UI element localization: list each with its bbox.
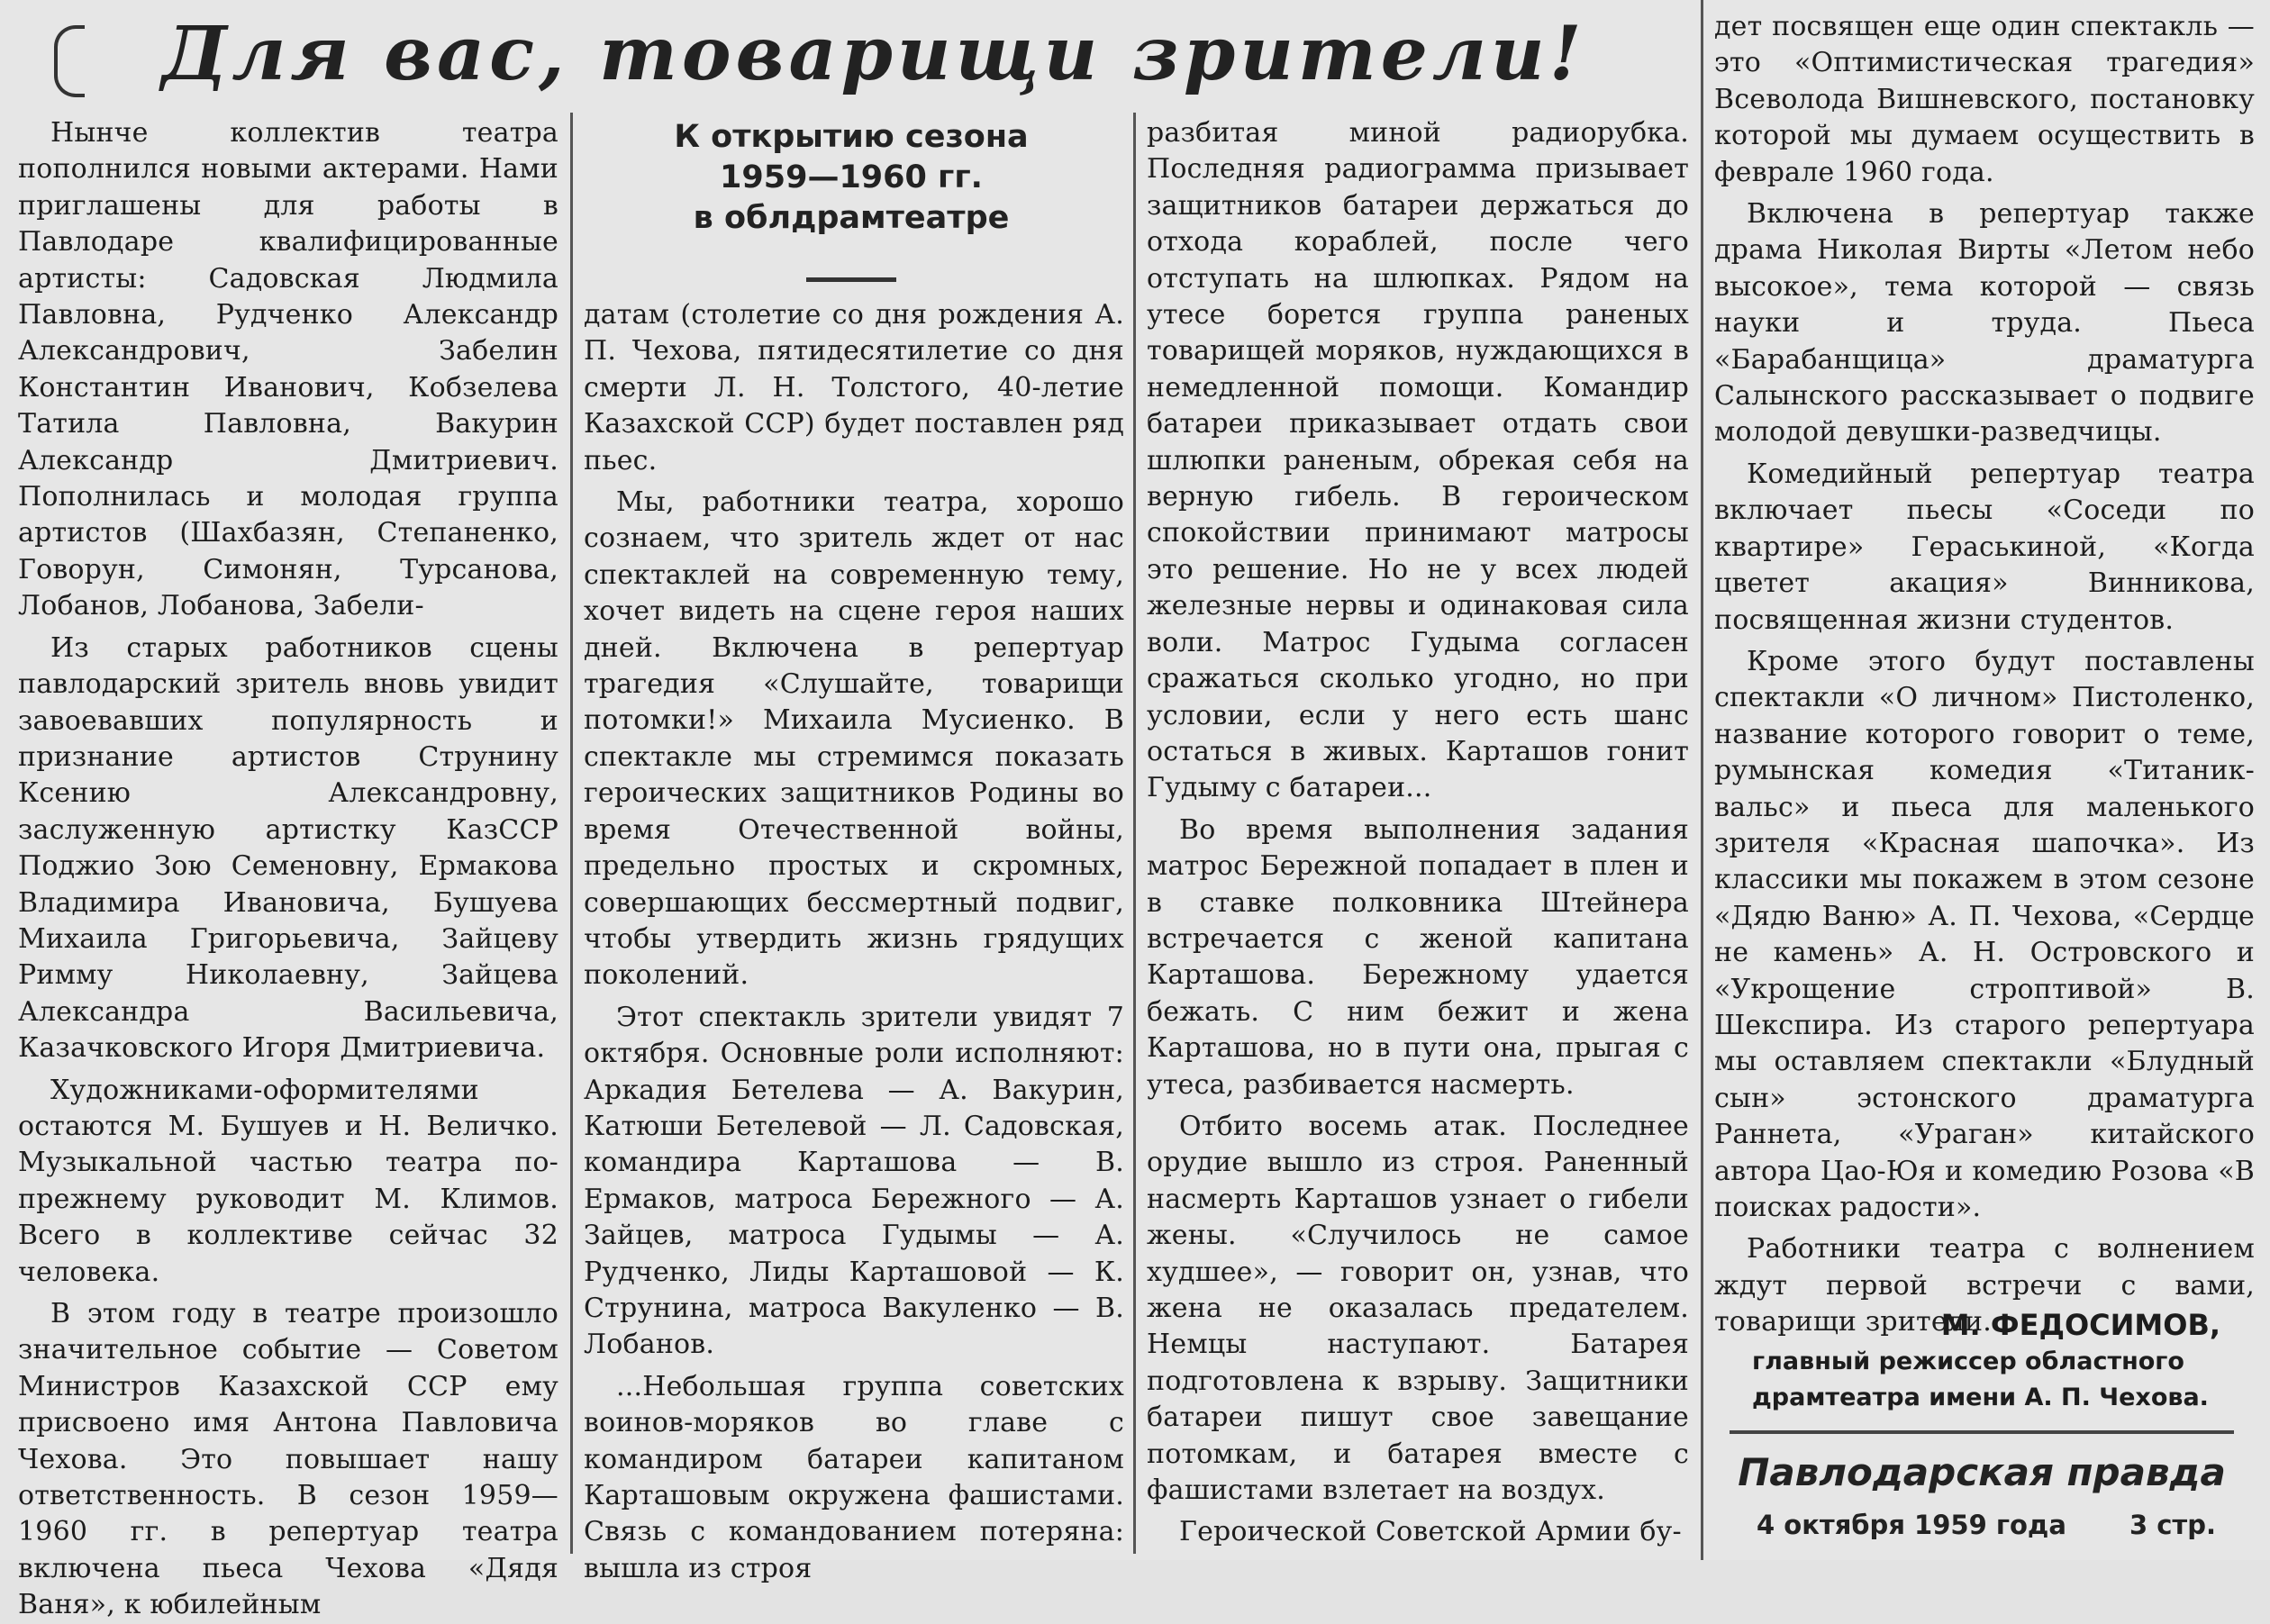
source-divider xyxy=(1730,1430,2234,1434)
paragraph: Нынче коллектив театра пополнился новыми актерами. Нами приглашены для работы в Павлодаре квалифицированные артисты: Садовская Людмила Павловна, Рудченко Александр Александрович, Забелин Константин Иванович, Кобзелева Татила Павловна, Вакурин Александр Дмитриевич. Пополнилась и молодая группа артистов (Шахбазян, Степаненко, Говорун, Симонян, Турсанова, Лобанов, Лобанова, Забели- xyxy=(18,117,558,622)
author-signature xyxy=(1716,1306,2220,1416)
paragraph: Работники театра с волнением ждут первой встречи с вами, товарищи зрители. xyxy=(1714,1233,2255,1338)
newspaper-title: Павлодарская правда xyxy=(1738,1450,2226,1494)
author-name: М. ФЕДОСИМОВ, xyxy=(1940,1308,2220,1342)
paragraph: Отбито восемь атак. Последнее орудие вышло из строя. Раненный насмерть Карташов узнает о гибели жены. «Случилось не самое худшее», — говорит он, узнав, что жена не оказалась предателем. Немцы наступают. Батарея подготовлена к взрыву. Защитники батареи пишут свое завещание потомкам, и батарея вместе с фашистами взлетает на воздух. xyxy=(1147,1110,1689,1507)
paragraph: датам (столетие со дня рождения А. П. Чехова, пятидесятилетие со дня смерти Л. Н. Толстого, 40-летие Казахской ССР) будет поставлен ряд пьес. xyxy=(584,299,1124,476)
column-divider xyxy=(570,113,573,1554)
page-number: 3 стр. xyxy=(2129,1510,2216,1540)
column-divider xyxy=(1133,113,1136,1554)
paragraph: ...Небольшая группа советских воинов-моряков во главе с командиром батареи капитаном Карташовым окружена фашистами. Связь с командованием потеряна: вышла из строя xyxy=(584,1370,1124,1584)
paragraph: разбитая миной радиорубка. Последняя радиограмма призывает защитников батареи держаться до отхода кораблей, после чего отступать на шлюпках. Рядом на утесе борется группа раненых товарищей моряков, нуждающихся в немедленной помощи. Командир батареи приказывает отдать свои шлюпки раненым, обрекая себя на верную гибель. В героическом спокойствии принимают матросы это решение. Но не у всех людей железные нервы и одинаковая сила воли. Матрос Гудыма согласен сражаться сколько угодно, но при условии, если у него есть шанс остаться в живых. Карташов гонит Гудыму с батареи... xyxy=(1147,117,1689,804)
author-role: главный режиссер областного xyxy=(1752,1347,2184,1375)
subheading-line: 1959—1960 гг. xyxy=(720,159,983,195)
issue-date: 4 октября 1959 года xyxy=(1757,1510,2066,1540)
paragraph: Комедийный репертуар театра включает пьесы «Соседи по квартире» Гераськиной, «Когда цветет акация» Винникова, посвященная жизни студентов. xyxy=(1714,458,2255,636)
author-theatre: драмтеатра имени А. П. Чехова. xyxy=(1752,1384,2209,1411)
paragraph: Из старых работников сцены павлодарский зритель вновь увидит завоевавших популярность и признание артистов Струнину Ксению Александровну, заслуженную артистку КазССР Поджио Зою Семеновну, Ермакова Владимира Ивановича, Бушуева Михаила Григорьевича, Зайцеву Римму Николаевну, Зайцева Александра Васильевича, Казачковского Игоря Дмитриевича. xyxy=(18,631,558,1065)
subheading-divider xyxy=(806,277,896,282)
article-column-3 xyxy=(1147,115,1689,1556)
article-subheading xyxy=(577,117,1126,239)
paragraph: Мы, работники театра, хорошо сознаем, что зритель ждет от нас спектаклей на современную тему, хочет видеть на сцене героя наших дней. Включена в репертуар трагедия «Слушайте, товарищи потомки!» Михаила Мусиенко. В спектакле мы стремимся показать героических защитников Родины во время Отечественной войны, предельно простых и скромных, совершающих бессмертный подвиг, чтобы утвердить жизнь грядущих поколений. xyxy=(584,486,1124,992)
paragraph: Кроме этого будут поставлены спектакли «О личном» Пистоленко, название которого говорит о теме, румынская комедия «Титаник-вальс» и пьеса для маленького зрителя «Красная шапочка». Из классики мы покажем в этом сезоне «Дядю Ваню» А. П. Чехова, «Сердце не камень» А. Н. Островского и «Укрощение строптивой» В. Шекспира. Из старого репертуара мы оставляем спектакли «Блудный сын» эстонского драматурга Раннета, «Ураган» китайского автора Цао-Юя и комедию Розова «В поисках радости». xyxy=(1714,645,2255,1223)
paragraph: дет посвящен еще один спектакль — это «Оптимистическая трагедия» Всеволода Вишневского, постановку которой мы думаем осуществить в феврале 1960 года. xyxy=(1714,11,2255,188)
column-divider xyxy=(1701,0,1703,1560)
paragraph: Художниками-оформителями остаются М. Бушуев и Н. Величко. Музыкальной частью театра по-прежнему руководит М. Климов. Всего в коллективе сейчас 32 человека. xyxy=(18,1074,558,1288)
paragraph: Включена в репертуар также драма Николая Вирты «Летом небо высокое», тема которой — связь науки и труда. Пьеса «Барабанщица» драматурга Салынского рассказывает о подвиге молодой девушки-разведчицы. xyxy=(1714,198,2255,449)
subheading-line: К открытию сезона xyxy=(674,119,1029,155)
article-column-1 xyxy=(18,115,558,1621)
paragraph: В этом году в театре произошло значительное событие — Советом Министров Казахской ССР ему присвоено имя Антона Павловича Чехова. Это повышает нашу ответственность. В сезон 1959—1960 гг. в репертуар театра включена пьеса Чехова «Дядя Ваня», к юбилейным xyxy=(18,1298,558,1621)
paragraph: Во время выполнения задания матрос Бережной попадает в плен и в ставке полковника Штейнера встречается с женой капитана Карташова. Бережному удается бежать. С ним бежит и жена Карташова, но в пути она, прыгая с утеса, разбивается насмерть. xyxy=(1147,813,1689,1101)
newspaper-issue xyxy=(1730,1500,2234,1550)
page-title: Для вас, товарищи зрители! xyxy=(161,11,1586,97)
paragraph: Этот спектакль зрители увидят 7 октября. Основные роли исполняют: Аркадия Бетелева — А. Вакурин, Катюши Бетелевой — Л. Садовская, командира Карташова — В. Ермаков, матроса Бережного — А. Зайцев, матроса Гудымы — А. Рудченко, Лиды Карташовой — К. Струнина, матроса Вакуленко — В. Лобанов. xyxy=(584,1001,1124,1361)
article-column-2 xyxy=(584,297,1124,1584)
subheading-line: в облдрамтеатре xyxy=(693,200,1010,236)
paragraph: Героической Советской Армии бу- xyxy=(1179,1516,1682,1548)
